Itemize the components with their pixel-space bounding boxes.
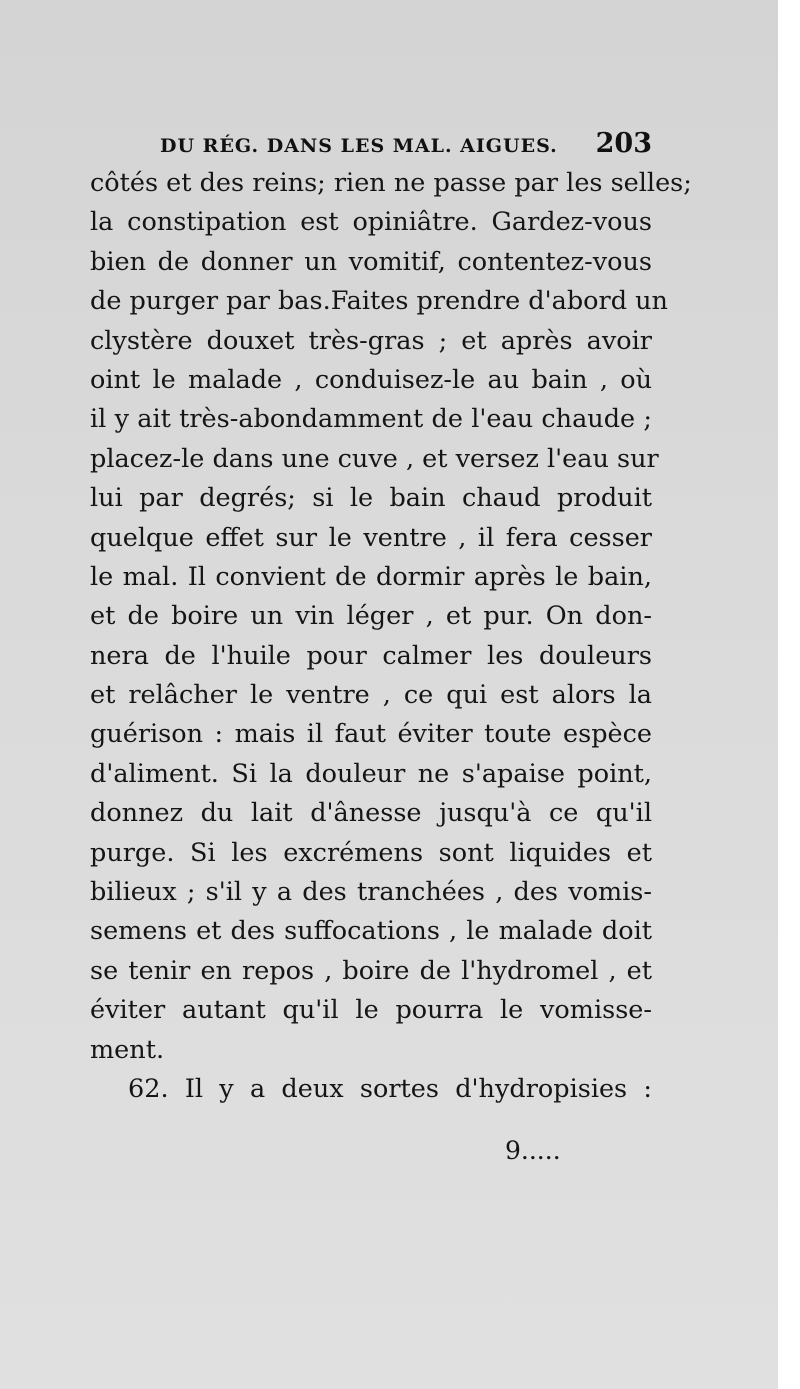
text-line: la constipation est opiniâtre. Gardez-vous	[90, 207, 652, 238]
text-line: bien de donner un vomitif, contentez-vous	[90, 246, 652, 277]
text-line: lui par degrés; si le bain chaud produit	[90, 483, 652, 514]
text-line: quelque effet sur le ventre , il fera cesser	[90, 522, 652, 553]
text-line: ment.	[90, 1034, 165, 1065]
text-line: de purger par bas.Faites prendre d'abord un	[90, 286, 668, 317]
text-line: et relâcher le ventre , ce qui est alors la	[90, 680, 652, 711]
text-line: guérison : mais il faut éviter toute espèce	[90, 719, 652, 750]
page-number: 203	[595, 128, 652, 159]
text-line: côtés et des reins; rien ne passe par les selles;	[90, 168, 692, 198]
text-line: il y ait très-abondamment de l'eau chaude ;	[90, 404, 652, 435]
text-line: oint le malade , conduisez-le au bain , où	[90, 364, 652, 395]
catchword: 9.....	[505, 1136, 561, 1165]
running-head: DU RÉG. DANS LES MAL. AIGUES.	[160, 135, 558, 157]
text-line: purge. Si les excrémens sont liquides et	[90, 837, 652, 868]
scan-margin	[778, 0, 800, 1389]
text-line: nera de l'huile pour calmer les douleurs	[90, 640, 652, 671]
text-line: donnez du lait d'ânesse jusqu'à ce qu'il	[90, 798, 652, 829]
text-line: le mal. Il convient de dormir après le bain,	[90, 561, 652, 592]
text-line: se tenir en repos , boire de l'hydromel , et	[90, 955, 652, 986]
text-line: clystère douxet très-gras ; et après avoir	[90, 325, 652, 356]
body-text	[90, 164, 692, 1109]
section-opening-line: 62. Il y a deux sortes d'hydropisies :	[128, 1073, 652, 1104]
text-line: bilieux ; s'il y a des tranchées , des vomis-	[90, 877, 652, 908]
text-line: placez-le dans une cuve , et versez l'eau sur	[90, 443, 659, 474]
text-line: éviter autant qu'il le pourra le vomisse-	[90, 995, 652, 1026]
page-header	[160, 128, 652, 159]
text-line: semens et des suffocations , le malade doit	[90, 916, 652, 947]
text-line: et de boire un vin léger , et pur. On don-	[90, 601, 652, 632]
text-line: d'aliment. Si la douleur ne s'apaise point,	[90, 758, 652, 789]
